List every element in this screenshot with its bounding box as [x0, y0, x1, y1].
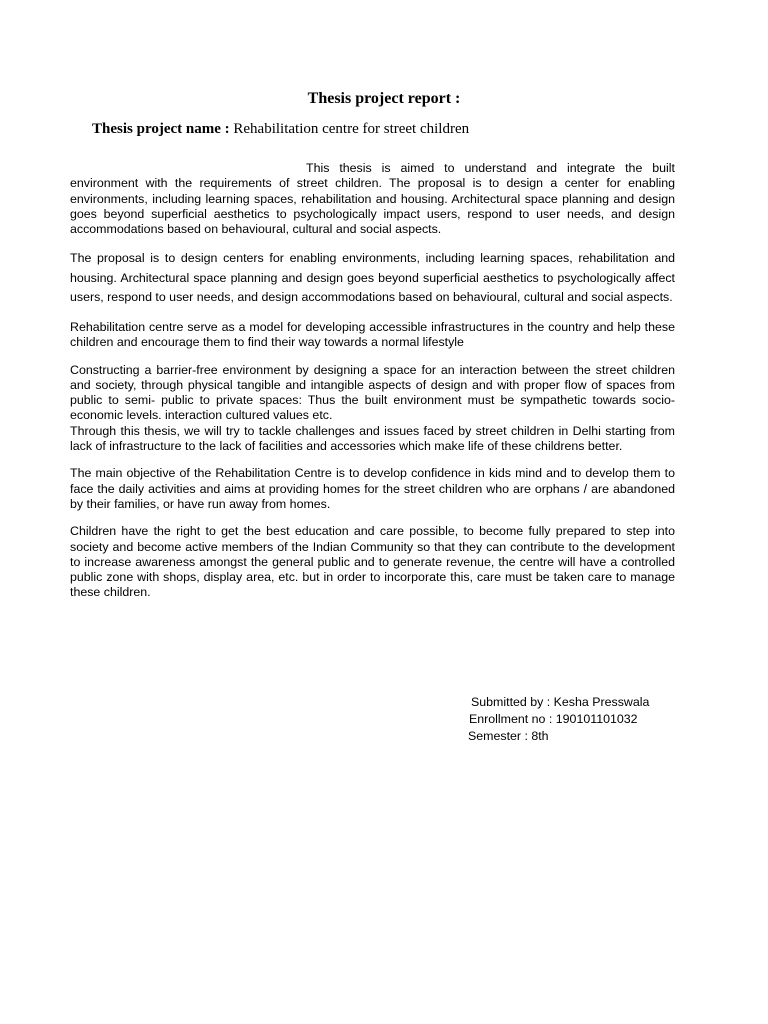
report-body	[70, 161, 675, 613]
semester: Semester : 8th	[468, 729, 549, 743]
paragraph-challenges: Through this thesis, we will try to tackle challenges and issues faced by street children in Delhi starting from lack of infrastructure to the lack of facilities and accessories which make life of these childrens better.	[70, 423, 675, 454]
paragraph-objective: The main objective of the Rehabilitation Centre is to develop confidence in kids mind and to develop them to face the daily activities and aims at providing homes for the street children who are orphans / are abandoned by their families, or have run away from homes.	[70, 466, 675, 511]
submitted-by: Submitted by : Kesha Presswala	[471, 695, 650, 709]
paragraph-rights: Children have the right to get the best education and care possible, to become fully prepared to step into society and become active members of the Indian Community so that they can contribute to the development to increase awareness amongst the general public and to generate revenue, the centre will have a controlled public zone with shops, display area, etc. but in order to incorporate this, care must be taken care to manage these children.	[70, 524, 675, 600]
paragraph-introduction: This thesis is aimed to understand and integrate the built environment with the requirements of street children. The proposal is to design a center for enabling environments, including learning spaces, rehabilitation and housing. Architectural space planning and design goes beyond superficial aesthetics to psychologically impact users, respond to user needs, and design accommodations based on behavioural, cultural and social aspects.	[70, 161, 675, 237]
project-name-line	[92, 119, 469, 140]
paragraph-barrier-free: Constructing a barrier-free environment by designing a space for an interaction between the street children and society, through physical tangible and intangible aspects of design and with proper flow of spaces from public to semi- public to private spaces: Thus the built environment must be sympathetic towards socio-economic levels. interaction cultured values etc.	[70, 362, 675, 423]
enrollment-number: Enrollment no : 190101101032	[469, 712, 638, 726]
submission-block	[468, 694, 649, 745]
paragraph-proposal: The proposal is to design centers for enabling environments, including learning spaces, rehabilitation and housing. Architectural space planning and design goes beyond superficial aesthetics to psychologically affect users, respond to user needs, and design accommodations based on behavioural, cultural and social aspects.	[70, 251, 675, 305]
report-title: Thesis project report :	[307, 90, 461, 107]
paragraph-model: Rehabilitation centre serve as a model for developing accessible infrastructures in the country and help these children and encourage them to find their way towards a normal lifestyle	[70, 319, 675, 350]
project-name-label: Thesis project name :	[92, 121, 230, 137]
project-name-value: Rehabilitation centre for street children	[229, 121, 470, 137]
